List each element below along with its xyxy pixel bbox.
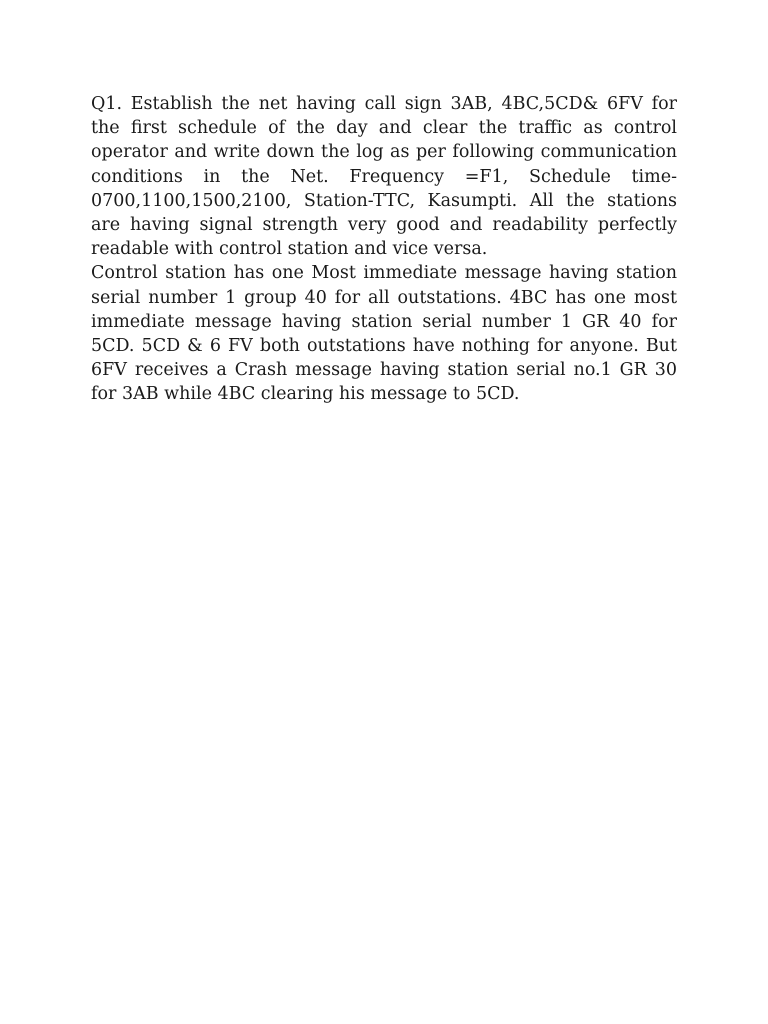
question-paragraph-1: Q1. Establish the net having call sign 3AB, 4BC,5CD& 6FV for the first schedule of the day and clear the traffic as control operator and write down the log as per following communication conditions in the Net. Frequency =F1, Schedule time- 0700,1100,1500,2100, Station-TTC, Kasumpti. All the stations are having signal strength very good and readability perfectly readable with control station and vice versa. <box>91 94 677 260</box>
question-text-block <box>91 92 677 407</box>
question-paragraph-2: Control station has one Most immediate message having station serial number 1 group 40 for all outstations. 4BC has one most immediate message having station serial number 1 GR 40 for 5CD. 5CD & 6 FV both outstations have nothing for anyone. But 6FV receives a Crash message having station serial no.1 GR 30 for 3AB while 4BC clearing his message to 5CD. <box>91 263 677 405</box>
